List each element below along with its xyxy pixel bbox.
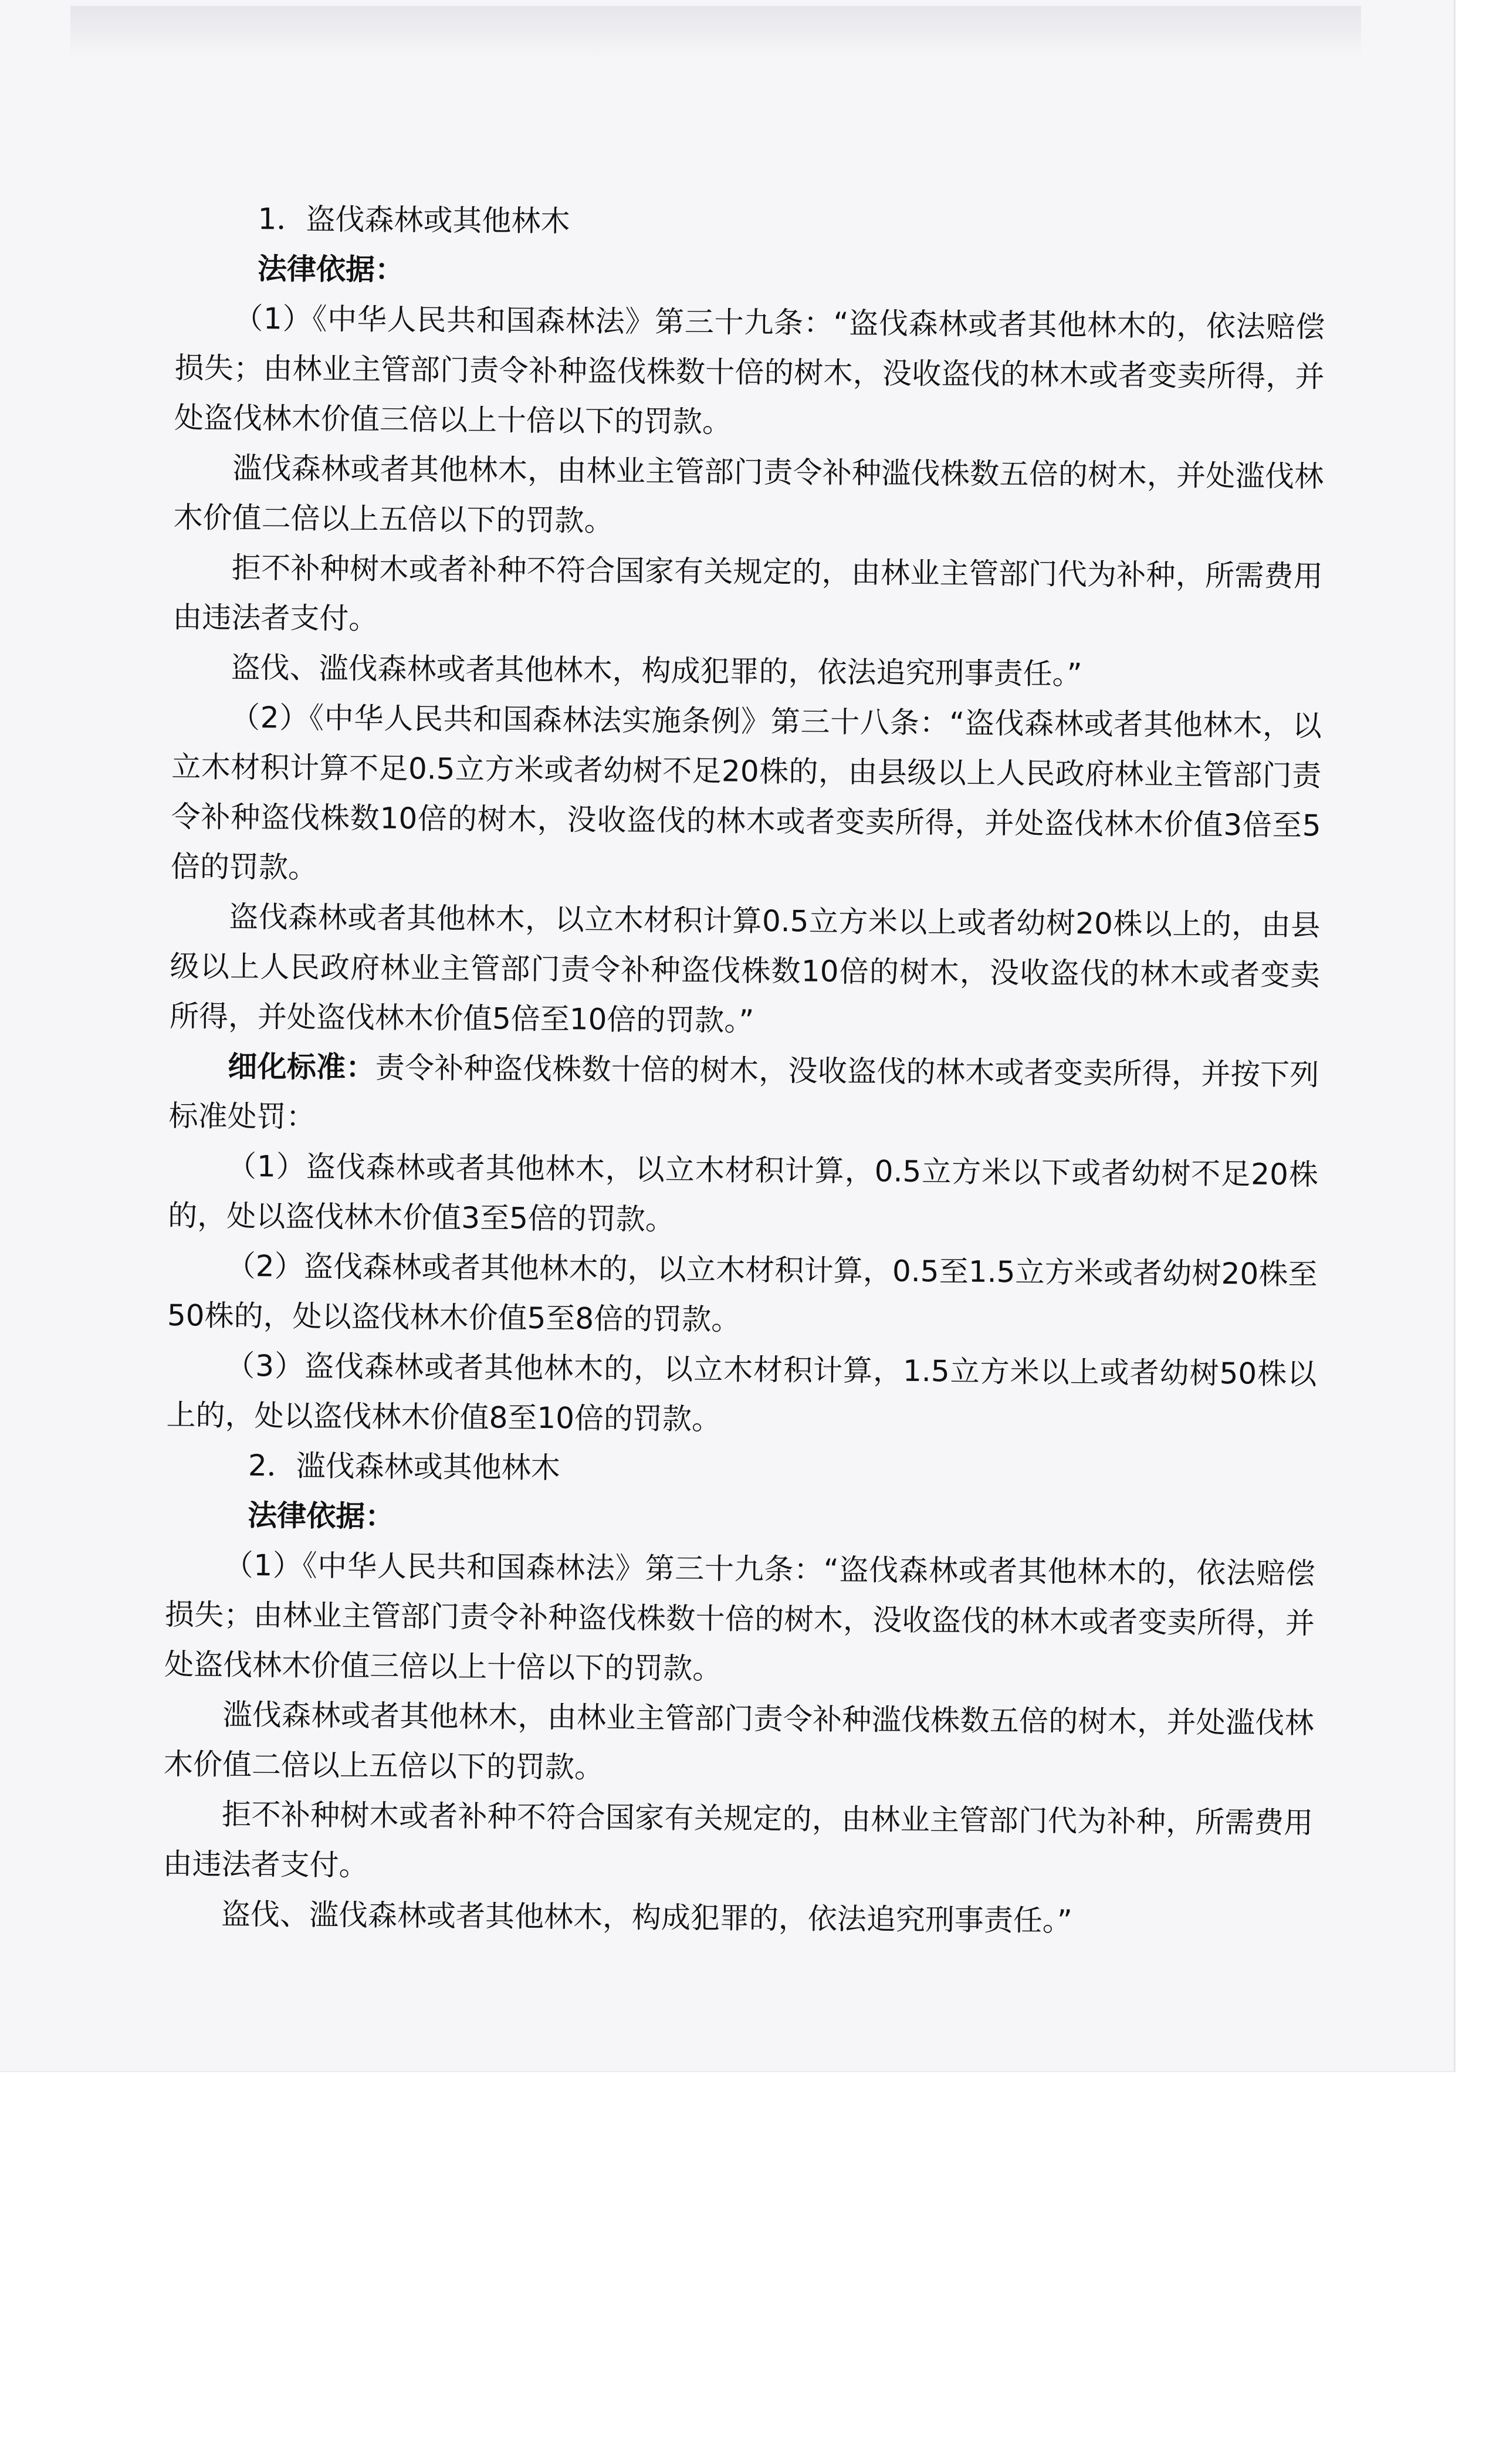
section-1-paragraph-5: （2）《中华人民共和国森林法实施条例》第三十八条：“盗伐森林或者其他林木，以立木材积计算不足0.5立方米或者幼树不足20株的，由县级以上人民政府林业主管部门责令补种盗伐株数10倍的树木，没收盗伐的林木或者变卖所得，并处盗伐林木价值3倍至5倍的罚款。 <box>170 700 1322 885</box>
section-1-paragraph-4: 盗伐、滥伐森林或者其他林木，构成犯罪的，依法追究刑事责任。” <box>231 650 1082 692</box>
section-2-legal-basis-label: 法律依据： <box>248 1498 395 1534</box>
document-body <box>163 194 1326 1948</box>
section-2-paragraph-2: 滥伐森林或者其他林木，由林业主管部门责令补种滥伐株数五倍的树木，并处滥伐林木价值二倍以上五倍以下的罚款。 <box>163 1697 1314 1785</box>
section-2-paragraph-3: 拒不补种树木或者补种不符合国家有关规定的，由林业主管部门代为补种，所需费用由违法者支付。 <box>163 1797 1314 1883</box>
detail-standard-label: 细化标准： <box>228 1049 375 1085</box>
section-2-paragraph-1: （1）《中华人民共和国森林法》第三十九条：“盗伐森林或者其他林木的，依法赔偿损失；由林业主管部门责令补种盗伐株数十倍的树木，没收盗伐的林木或者变卖所得，并处盗伐林木价值三倍以上十倍以下的罚款。 <box>164 1548 1315 1686</box>
section-2-title: 2．滥伐森林或其他林木 <box>248 1448 561 1485</box>
section-1-paragraph-1: （1）《中华人民共和国森林法》第三十九条：“盗伐森林或者其他林木的，依法赔偿损失；由林业主管部门责令补种盗伐株数十倍的树木，没收盗伐的林木或者变卖所得，并处盗伐林木价值三倍以上十倍以下的罚款。 <box>174 301 1325 439</box>
section-2-paragraph-4: 盗伐、滥伐森林或者其他林木，构成犯罪的，依法追究刑事责任。” <box>221 1897 1073 1938</box>
detail-standard-text: 责令补种盗伐株数十倍的树木，没收盗伐的林木或者变卖所得，并按下列标准处罚： <box>168 1050 1319 1134</box>
section-1-title: 1．盗伐森林或其他林木 <box>258 202 570 239</box>
section-1-detail-item-2: （2）盗伐森林或者其他林木的，以立木材积计算，0.5至1.5立方米或者幼树20株至50株的，处以盗伐林木价值5至8倍的罚款。 <box>167 1248 1318 1337</box>
section-1-detail-item-3: （3）盗伐森林或者其他林木的，以立木材积计算，1.5立方米以上或者幼树50株以上的，处以盗伐林木价值8至10倍的罚款。 <box>166 1348 1317 1437</box>
section-1-paragraph-6: 盗伐森林或者其他林木，以立木材积计算0.5立方米以上或者幼树20株以上的，由县级以上人民政府林业主管部门责令补种盗伐株数10倍的树木，没收盗伐的林木或者变卖所得，并处盗伐林木价值5倍至10倍的罚款。” <box>169 899 1321 1038</box>
scan-edge-shadow <box>70 6 1361 59</box>
section-1-detail-item-1: （1）盗伐森林或者其他林木，以立木材积计算，0.5立方米以下或者幼树不足20株的，处以盗伐林木价值3至5倍的罚款。 <box>168 1149 1319 1237</box>
section-1-paragraph-2: 滥伐森林或者其他林木，由林业主管部门责令补种滥伐株数五倍的树木，并处滥伐林木价值二倍以上五倍以下的罚款。 <box>173 451 1324 538</box>
section-1-legal-basis-label: 法律依据： <box>257 252 405 287</box>
section-1-detail-paragraph <box>168 1041 1319 1150</box>
section-1-paragraph-3: 拒不补种树木或者补种不符合国家有关规定的，由林业主管部门代为补种，所需费用由违法者支付。 <box>172 550 1324 636</box>
